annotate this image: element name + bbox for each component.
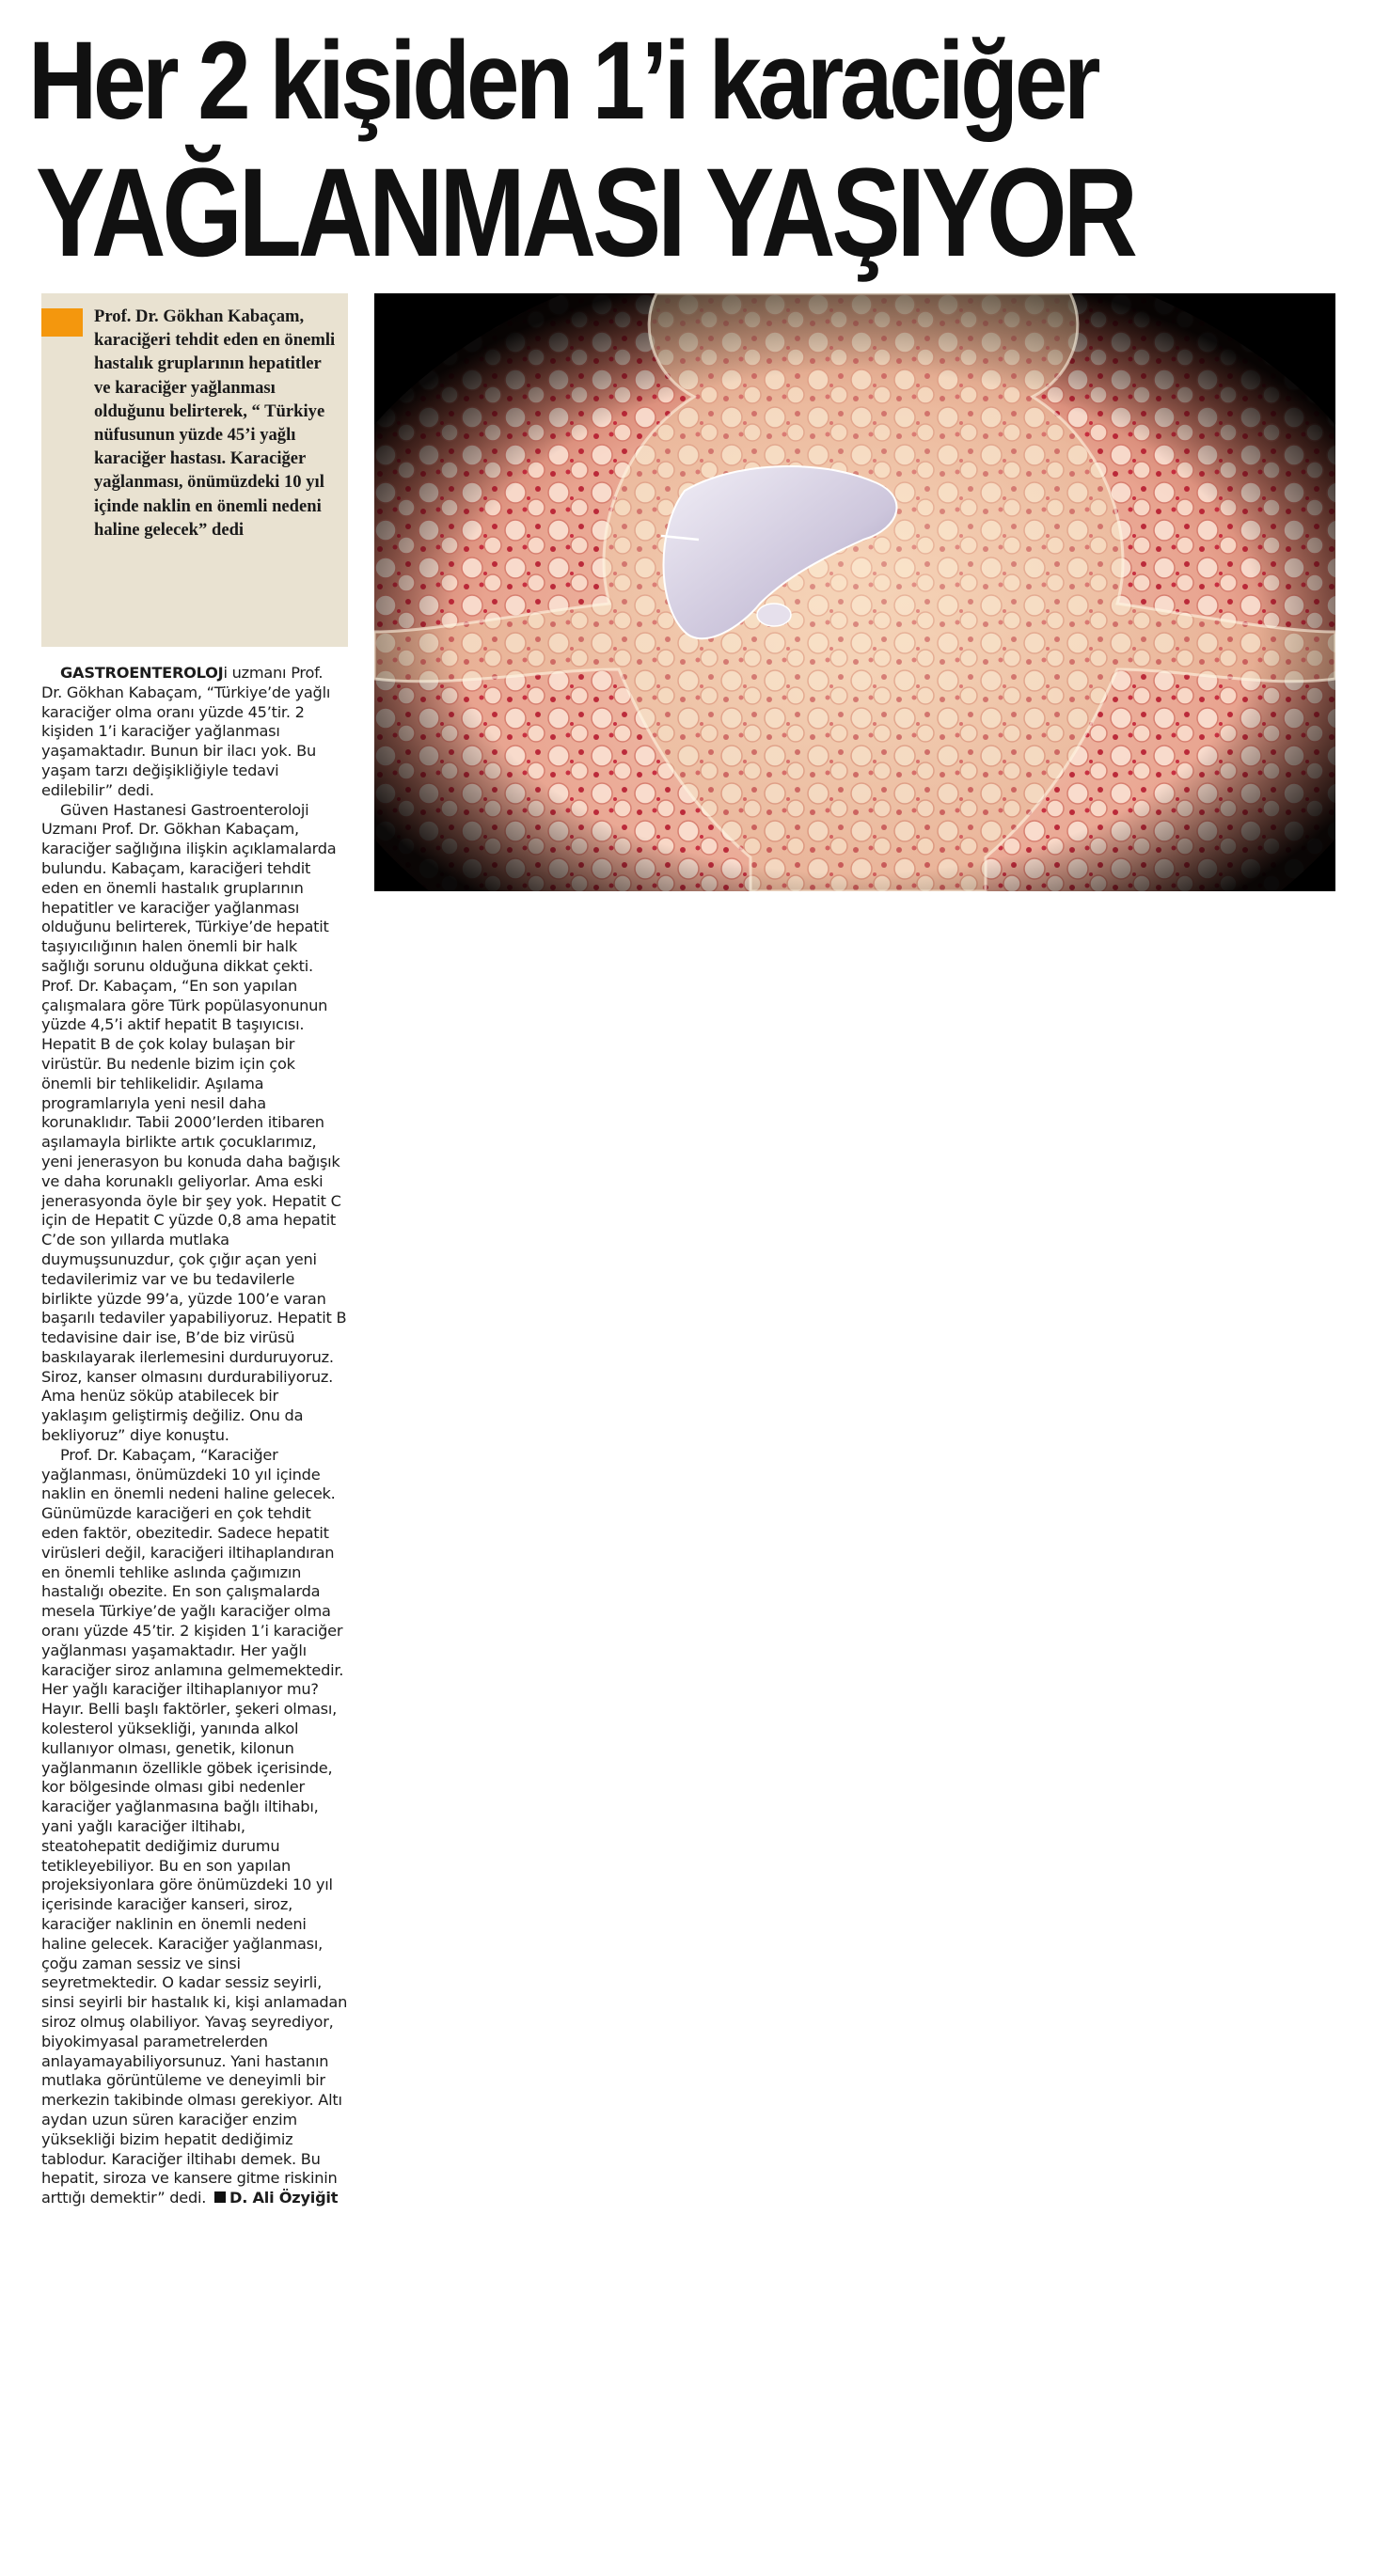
headline-line-2: YAĞLANMASI YAŞIYOR — [36, 143, 1134, 283]
headline — [28, 19, 1354, 284]
square-bullet-icon — [214, 2191, 226, 2203]
article-body — [41, 664, 348, 2208]
byline — [211, 2189, 338, 2207]
headline-line-1: Her 2 kişiden 1’i karaciğer — [28, 19, 1098, 143]
paragraph-1-text: i uzmanı Prof. Dr. Gökhan Kabaçam, “Türkiye’de yağlı karaciğer olma oranı yüzde 45’tir. 2 kişiden 1’i karaciğer yağlanması yaşamaktadır. Bunun bir ilacı yok. Bu yaşam tarzı değişikliğiyle tedavi edilebilir” dedi. — [41, 664, 331, 799]
orange-marker-icon — [41, 308, 83, 337]
paragraph-3-text: Prof. Dr. Kabaçam, “Karaciğer yağlanması, önümüzdeki 10 yıl içinde naklin en önemli nedeni haline gelecek. Günümüzde karaciğeri en çok tehdit eden faktör, obezitedir. Sadece hepatit virüsleri değil, karaciğeri iltihaplandıran en önemli tehlike aslında çağımızın hastalığı obezite. En son çalışmalarda mesela Türkiye’de yağlı karaciğer olma oranı yüzde 45’tir. 2 kişiden 1’i karaciğer yağlanması yaşamaktadır. Her yağlı karaciğer siroz anlamına gelmemektedir. Her yağlı karaciğer iltihaplanıyor mu? Hayır. Belli başlı faktörler, şekeri olması, kolesterol yüksekliği, yanında alkol kullanıyor olması, genetik, kilonun yağlanmanın özellikle göbek içerisinde, kor bölgesinde olması gibi nedenler karaciğer yağlanmasına bağlı iltihabı, yani yağlı karaciğer iltihabı, steatohepatit dediğimiz durumu tetikleyebiliyor. Bu en son yapılan projeksiyonlara göre önümüzdeki 10 yıl içerisinde karaciğer kanseri, siroz, karaciğer naklinin en önemli nedeni haline gelecek. Karaciğer yağlanması, çoğu zaman sessiz ve sinsi seyretmektedir. O kadar sessiz seyirli, sinsi seyirli bir hastalık ki, kişi anlamadan siroz olmuş olabiliyor. Yavaş seyrediyor, biyokimyasal parametrelerden anlayamayabiliyorsunuz. Yani hastanın mutlaka görüntüleme ve deneyimli bir merkezin takibinde olması gerekiyor. Altı aydan uzun süren karaciğer enzim yüksekliği bizim hepatit dediğimiz tablodur. Karaciğer iltihabı demek. Bu hepatit, siroza ve kansere gitme riskinin arttığı demektir” dedi. — [41, 1445, 348, 2207]
liver-illustration — [374, 293, 1335, 891]
article-paragraph-1 — [41, 664, 348, 801]
summary-text: Prof. Dr. Gökhan Kabaçam, karaciğeri tehdit eden en önemli hastalık gruplarının hepatitler ve karaciğer yağlanması olduğunu belirterek, “ Türkiye nüfusunun yüzde 45’i yağlı karaciğer hastası. Karaciğer yağlanması, önümüzdeki 10 yıl içinde naklin en önemli nedeni haline gelecek” dedi — [94, 306, 336, 540]
article-paragraph-2: Güven Hastanesi Gastroenteroloji Uzmanı Prof. Dr. Gökhan Kabaçam, karaciğer sağlığına ilişkin açıklamalarda bulundu. Kabaçam, karaciğeri tehdit eden en önemli hastalık gruplarının hepatitler ve karaciğer yağlanması olduğunu belirterek, Türkiye’de hepatit taşıyıcılığının halen önemli bir halk sağlığı sorunu olduğuna dikkat çekti. Prof. Dr. Kabaçam, “En son yapılan çalışmalara göre Türk popülasyonunun yüzde 4,5’i aktif hepatit B taşıyıcısı. Hepatit B de çok kolay bulaşan bir virüstür. Bu nedenle bizim için çok önemli bir tehlikelidir. Aşılama programlarıyla yeni nesil daha korunaklıdır. Tabii 2000’lerden itibaren aşılamayla birlikte artık çocuklarımız, yeni jenerasyon bu konuda daha bağışık ve daha korunaklı geliyorlar. Ama eski jenerasyonda öyle bir şey yok. Hepatit C için de Hepatit C yüzde 0,8 ama hepatit C’de son yıllarda mutlaka duymuşsunuzdur, çok çığır açan yeni tedavilerimiz var ve bu tedavilerle birlikte yüzde 99’a, yüzde 100’e varan başarılı tedaviler yapabiliyoruz. Hepatit B tedavisine dair ise, B’de biz virüsü baskılayarak ilerlemesini durduruyoruz. Siroz, kanser olmasını durdurabiliyoruz. Ama henüz söküp atabilecek bir yaklaşım geliştirmiş değiliz. Onu da bekliyoruz” diye konuştu. — [41, 800, 347, 1445]
summary-box — [41, 293, 348, 647]
lead-word: GASTROENTEROLOJ — [60, 664, 224, 682]
byline-author: D. Ali Özyiğit — [229, 2189, 339, 2207]
article-paragraph-3 — [41, 1446, 348, 2208]
